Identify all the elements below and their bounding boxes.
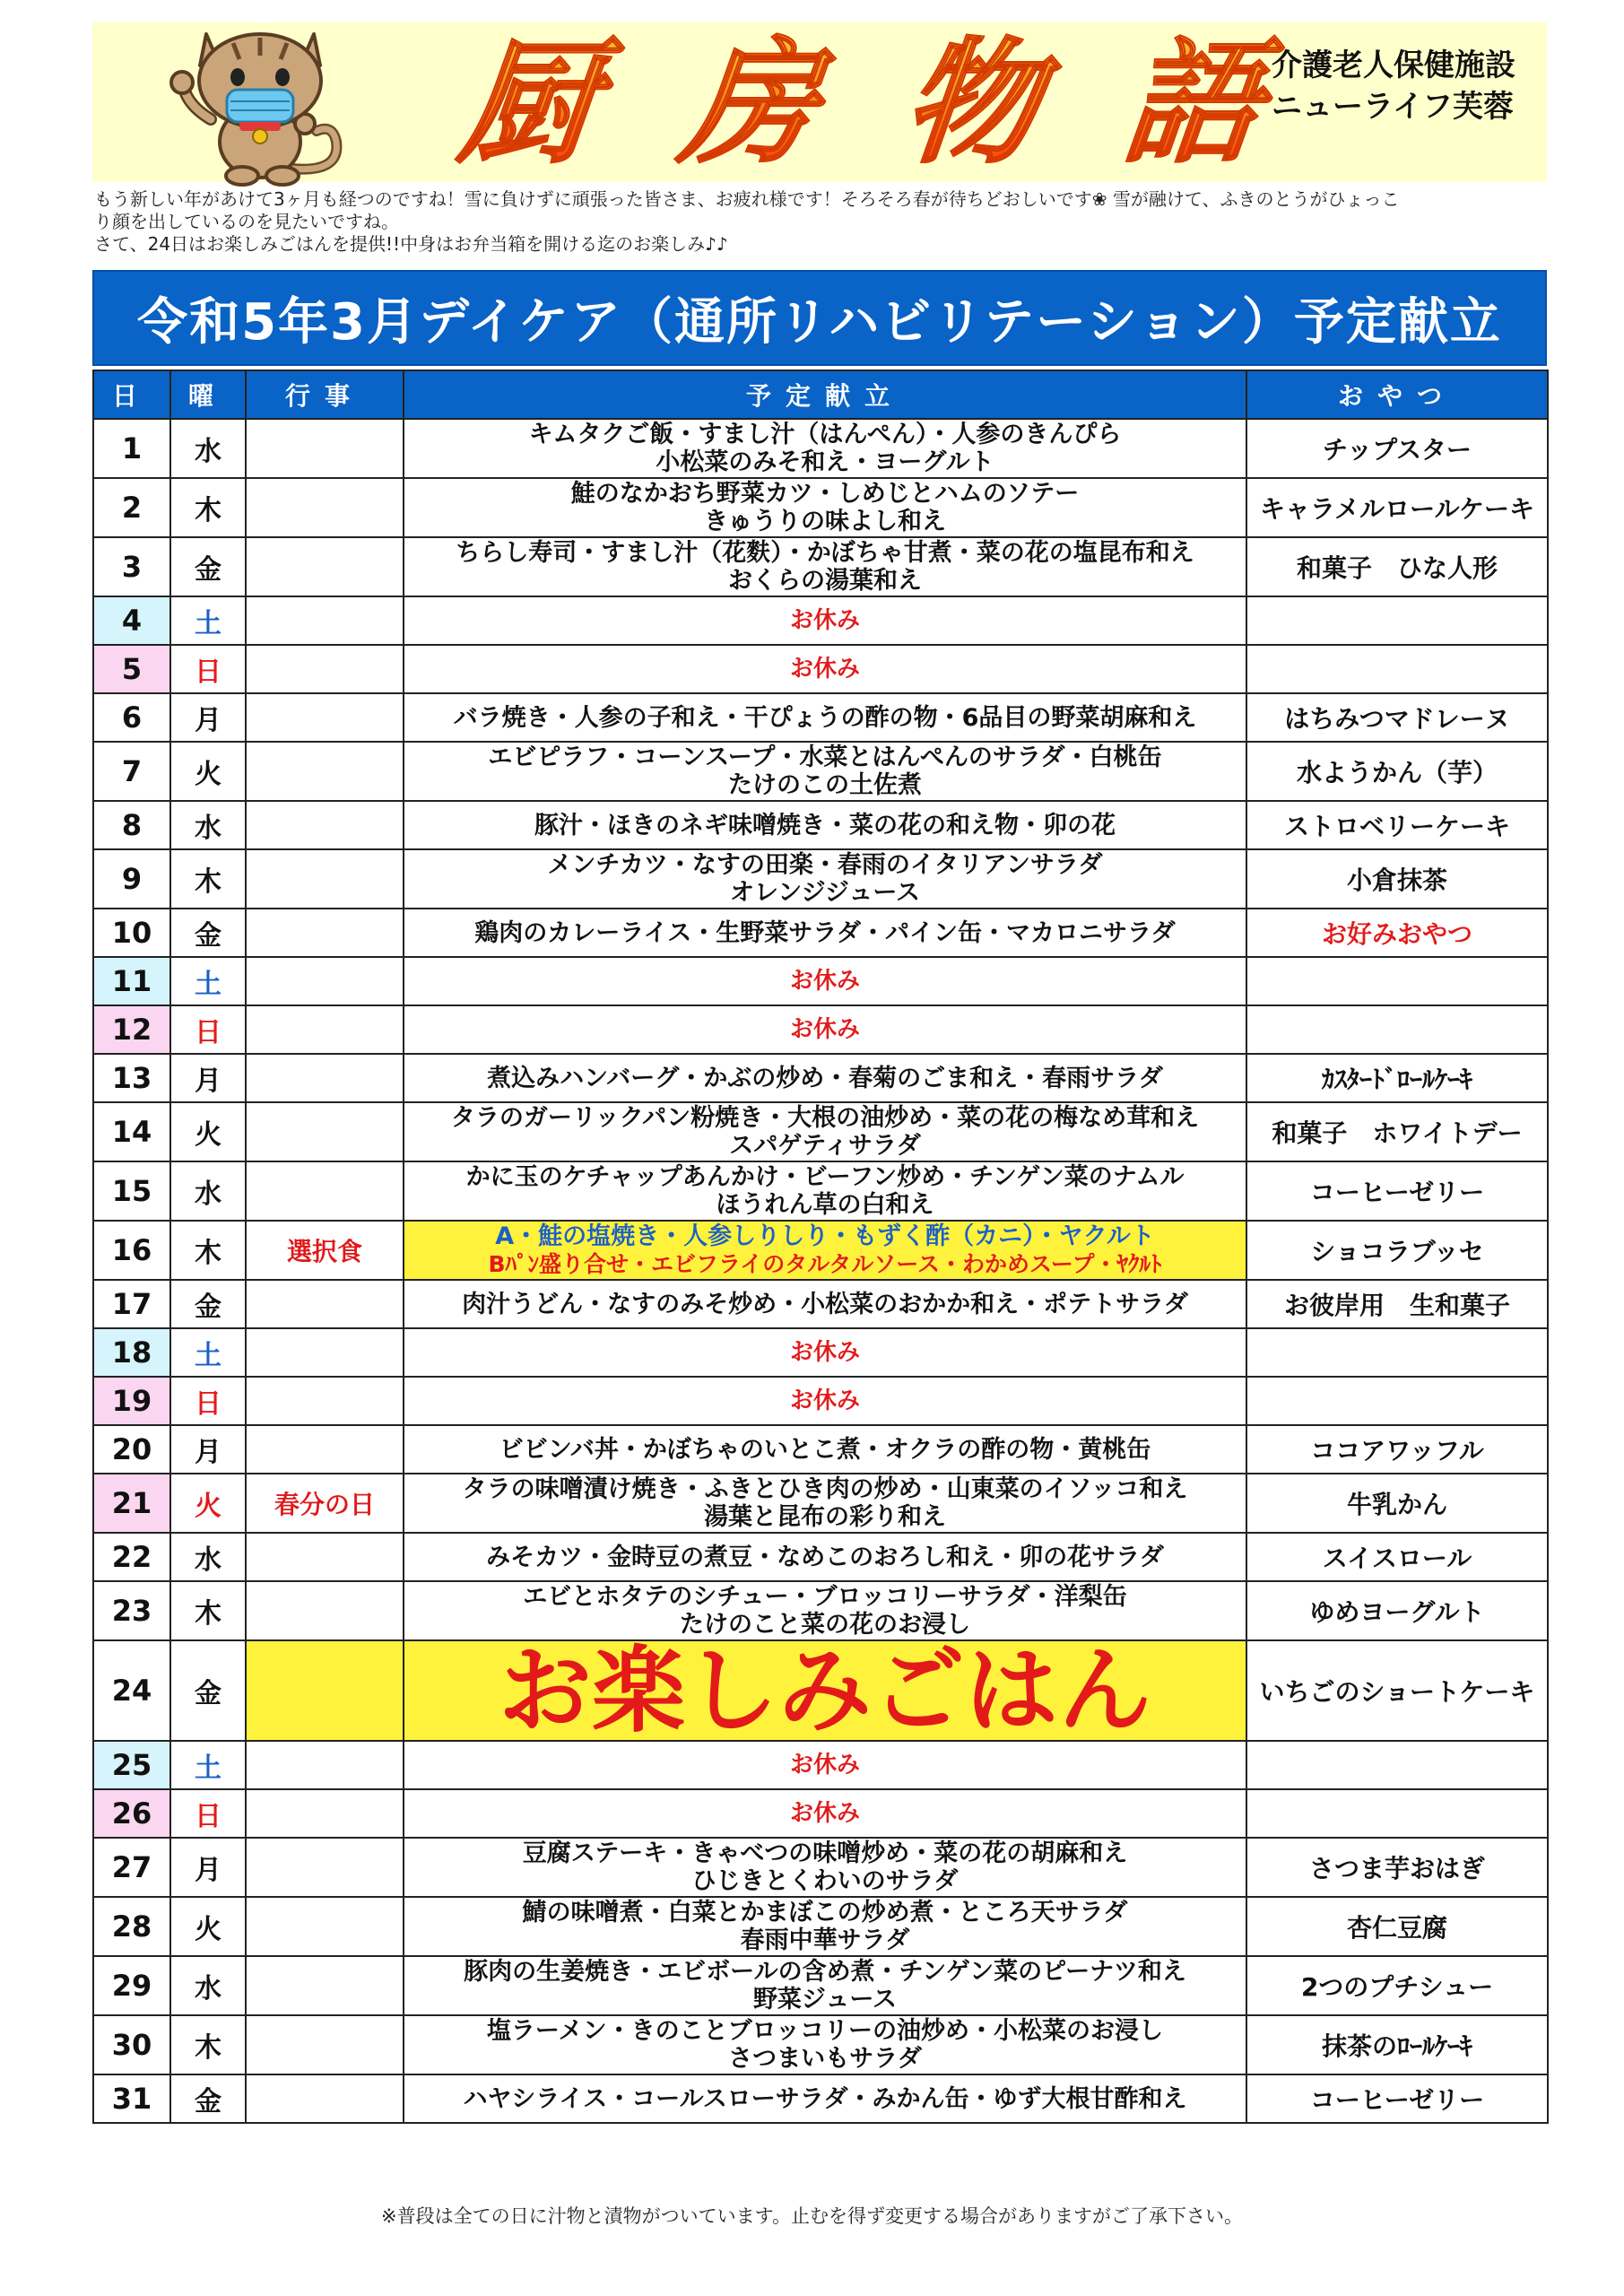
menu-cell [404, 1640, 1246, 1741]
menu-cell [404, 1161, 1246, 1221]
menu-line-1: 鯖の味噌煮・白菜とかまぼこの炒め煮・ところ天サラダ [522, 1899, 1128, 1926]
day-cell: 12 [93, 1005, 170, 1054]
day-cell: 27 [93, 1838, 170, 1897]
menu-line-2: ほうれん草の白和え [716, 1191, 934, 1219]
weekday-cell: 火 [170, 742, 246, 801]
menu-line-2: きゅうりの味よし和え [704, 508, 946, 535]
day-cell: 13 [93, 1054, 170, 1102]
table-row [93, 1474, 1548, 1533]
banner-title [430, 18, 1291, 188]
menu-cell [404, 419, 1246, 478]
menu-cell [404, 742, 1246, 801]
weekday-cell: 水 [170, 1956, 246, 2015]
menu-cell [404, 1377, 1246, 1425]
menu-cell [404, 1474, 1246, 1533]
table-row [93, 1280, 1548, 1328]
weekday-cell: 金 [170, 537, 246, 596]
table-row [93, 1425, 1548, 1474]
menu-line-2: たけのこと菜の花のお浸し [680, 1611, 970, 1639]
day-cell: 7 [93, 742, 170, 801]
event-cell [246, 596, 404, 645]
menu-line-2: Bﾊﾟﾝ盛り合せ・エビフライのタルタルソース・わかめスープ・ﾔｸﾙﾄ [488, 1251, 1162, 1277]
menu-cell [404, 2015, 1246, 2074]
snack-cell: 抹茶のﾛｰﾙｹｰｷ [1246, 2015, 1548, 2074]
day-cell: 3 [93, 537, 170, 596]
menu-line-2: ひじきとくわいのサラダ [691, 1867, 959, 1895]
menu-line-1: ちらし寿司・すまし汁（花麩）・かぼちゃ甘煮・菜の花の塩昆布和え [456, 539, 1194, 567]
weekday-cell: 金 [170, 1640, 246, 1741]
event-cell [246, 1005, 404, 1054]
table-row [93, 1377, 1548, 1425]
day-cell: 15 [93, 1161, 170, 1221]
menu-header-title: 令和5年3月デイケア（通所リハビリテーション）予定献立 [137, 292, 1502, 352]
day-cell: 25 [93, 1741, 170, 1789]
day-cell: 24 [93, 1640, 170, 1741]
snack-cell: キャラメルロールケーキ [1246, 478, 1548, 537]
menu-line-1: お休み [789, 1751, 860, 1779]
weekday-cell: 月 [170, 1425, 246, 1474]
weekday-cell: 木 [170, 849, 246, 909]
day-cell: 9 [93, 849, 170, 909]
menu-line-1: タラの味噌漬け焼き・ふきとひき肉の炒め・山東菜のイソッコ和え [462, 1475, 1188, 1503]
table-row [93, 1956, 1548, 2015]
event-cell [246, 1581, 404, 1640]
event-cell [246, 478, 404, 537]
weekday-cell: 木 [170, 1221, 246, 1280]
table-row [93, 742, 1548, 801]
event-cell [246, 1789, 404, 1838]
menu-line-1: バラ焼き・人参の子和え・干ぴょうの酢の物・6品目の野菜胡麻和え [453, 703, 1197, 732]
menu-cell [404, 1956, 1246, 2015]
menu-line-1: エビとホタテのシチュー・ブロッコリーサラダ・洋梨缶 [523, 1583, 1127, 1611]
day-cell: 11 [93, 957, 170, 1005]
col-day: 日 [93, 370, 170, 419]
weekday-cell: 月 [170, 1838, 246, 1897]
menu-line-1: 肉汁うどん・なすのみそ炒め・小松菜のおかか和え・ポテトサラダ [462, 1290, 1188, 1318]
snack-cell: さつま芋おはぎ [1246, 1838, 1548, 1897]
snack-cell [1246, 596, 1548, 645]
menu-table [92, 370, 1549, 2124]
menu-line-1: 鮭のなかおち野菜カツ・しめじとハムのソテー [570, 480, 1080, 508]
menu-cell [404, 645, 1246, 693]
table-row [93, 1221, 1548, 1280]
menu-line-1: メンチカツ・なすの田楽・春雨のイタリアンサラダ [547, 851, 1103, 879]
day-cell: 10 [93, 909, 170, 957]
event-cell [246, 2015, 404, 2074]
menu-line-1: 煮込みハンバーグ・かぶの炒め・春菊のごま和え・春雨サラダ [487, 1064, 1163, 1092]
snack-cell: はちみつマドレーヌ [1246, 693, 1548, 742]
table-row [93, 909, 1548, 957]
table-row [93, 801, 1548, 849]
menu-line-2: オレンジジュース [729, 879, 921, 907]
day-cell: 8 [93, 801, 170, 849]
snack-cell: スイスロール [1246, 1533, 1548, 1581]
weekday-cell: 水 [170, 801, 246, 849]
table-row [93, 1897, 1548, 1956]
cat-mascot-icon [157, 16, 363, 187]
snack-cell: ストロベリーケーキ [1246, 801, 1548, 849]
weekday-cell: 日 [170, 1377, 246, 1425]
day-cell: 21 [93, 1474, 170, 1533]
table-row [93, 1789, 1548, 1838]
event-cell [246, 1102, 404, 1161]
snack-cell: コーヒーゼリー [1246, 1161, 1548, 1221]
menu-line-1: 豚汁・ほきのネギ味噌焼き・菜の花の和え物・卯の花 [534, 811, 1116, 839]
menu-line-2: 春雨中華サラダ [740, 1926, 910, 1954]
intro-text [94, 188, 1547, 256]
menu-cell [404, 596, 1246, 645]
event-cell [246, 909, 404, 957]
menu-line-1: 鶏肉のカレーライス・生野菜サラダ・パイン缶・マカロニサラダ [474, 918, 1176, 947]
table-row [93, 1328, 1548, 1377]
day-cell: 23 [93, 1581, 170, 1640]
weekday-cell: 木 [170, 478, 246, 537]
table-row [93, 1581, 1548, 1640]
menu-line-1: 塩ラーメン・きのことブロッコリーの油炒め・小松菜のお浸し [486, 2017, 1164, 2045]
facility-name [1272, 45, 1515, 127]
event-cell [246, 537, 404, 596]
menu-cell [404, 1425, 1246, 1474]
event-cell: 春分の日 [246, 1474, 404, 1533]
event-cell [246, 1425, 404, 1474]
menu-line-2: 小松菜のみそ和え・ヨーグルト [656, 448, 994, 476]
event-cell [246, 849, 404, 909]
event-cell [246, 645, 404, 693]
day-cell: 26 [93, 1789, 170, 1838]
snack-cell: お好みおやつ [1246, 909, 1548, 957]
day-cell: 17 [93, 1280, 170, 1328]
table-row [93, 849, 1548, 909]
menu-line-1: A・鮭の塩焼き・人参しりしり・もずく酢（カニ）・ヤクルト [495, 1222, 1155, 1250]
snack-cell: 水ようかん（芋） [1246, 742, 1548, 801]
snack-cell: 和菓子 ホワイトデー [1246, 1102, 1548, 1161]
menu-cell [404, 1581, 1246, 1640]
weekday-cell: 金 [170, 1280, 246, 1328]
weekday-cell: 土 [170, 957, 246, 1005]
menu-line-1: 豚肉の生姜焼き・エビボールの含め煮・チンゲン菜のピーナツ和え [464, 1958, 1186, 1986]
snack-cell [1246, 957, 1548, 1005]
menu-line-2: 野菜ジュース [752, 1986, 898, 2013]
menu-cell [404, 849, 1246, 909]
menu-header-bar [92, 270, 1547, 366]
table-row [93, 1640, 1548, 1741]
menu-line-1: お休み [789, 967, 860, 995]
table-row [93, 1161, 1548, 1221]
day-cell: 16 [93, 1221, 170, 1280]
table-row [93, 1838, 1548, 1897]
day-cell: 19 [93, 1377, 170, 1425]
day-cell: 5 [93, 645, 170, 693]
menu-line-1: お休み [789, 606, 860, 634]
facility-line-2: ニューライフ芙蓉 [1272, 89, 1514, 125]
snack-cell: お彼岸用 生和菓子 [1246, 1280, 1548, 1328]
menu-line-1: お休み [789, 655, 860, 683]
intro-line-1: もう新しい年があけて3ヶ月も経つのですね！雪に負けずに頑張った皆さま、お疲れ様です！そろそろ春が待ちどおしいです❀ 雪が融けて、ふきのとうがひょっこ [94, 188, 1400, 210]
table-row [93, 2074, 1548, 2123]
weekday-cell: 月 [170, 693, 246, 742]
menu-cell [404, 1838, 1246, 1897]
event-cell: 選択食 [246, 1221, 404, 1280]
menu-line-1: ハヤシライス・コールスローサラダ・みかん缶・ゆず大根甘酢和え [463, 2084, 1187, 2113]
weekday-cell: 日 [170, 1789, 246, 1838]
snack-cell: コーヒーゼリー [1246, 2074, 1548, 2123]
menu-line-1: かに玉のケチャップあんかけ・ビーフン炒め・チンゲン菜のナムル [465, 1163, 1185, 1191]
table-row [93, 1005, 1548, 1054]
event-cell [246, 693, 404, 742]
menu-cell [404, 537, 1246, 596]
banner-title-char: 物 [864, 22, 1079, 184]
table-row [93, 1533, 1548, 1581]
day-cell: 30 [93, 2015, 170, 2074]
menu-cell [404, 957, 1246, 1005]
weekday-cell: 土 [170, 1741, 246, 1789]
col-snack: おやつ [1246, 370, 1548, 419]
menu-cell [404, 478, 1246, 537]
banner-title-char: 語 [1086, 22, 1300, 184]
table-row [93, 645, 1548, 693]
menu-line-1: ビビンバ丼・かぼちゃのいとこ煮・オクラの酢の物・黄桃缶 [499, 1435, 1151, 1464]
day-cell: 18 [93, 1328, 170, 1377]
event-cell [246, 1280, 404, 1328]
table-row [93, 1054, 1548, 1102]
snack-cell: 和菓子 ひな人形 [1246, 537, 1548, 596]
weekday-cell: 火 [170, 1897, 246, 1956]
menu-line-2: おくらの湯葉和え [728, 567, 922, 595]
menu-cell [404, 693, 1246, 742]
menu-line-1: お休み [789, 1387, 860, 1414]
event-cell [246, 1328, 404, 1377]
weekday-cell: 水 [170, 1161, 246, 1221]
day-cell: 28 [93, 1897, 170, 1956]
menu-cell [404, 1054, 1246, 1102]
day-cell: 20 [93, 1425, 170, 1474]
day-cell: 22 [93, 1533, 170, 1581]
table-row [93, 2015, 1548, 2074]
snack-cell [1246, 645, 1548, 693]
event-cell [246, 1161, 404, 1221]
banner-title-char: 房 [643, 22, 857, 184]
menu-cell [404, 1328, 1246, 1377]
intro-line-3: さて、24日はお楽しみごはんを提供!!中身はお弁当箱を開ける迄のお楽しみ♪♪ [94, 233, 728, 255]
menu-line-2: たけのこの土佐煮 [728, 771, 922, 799]
snack-cell [1246, 1741, 1548, 1789]
event-cell [246, 742, 404, 801]
weekday-cell: 水 [170, 1533, 246, 1581]
snack-cell: 牛乳かん [1246, 1474, 1548, 1533]
table-row [93, 957, 1548, 1005]
table-row [93, 478, 1548, 537]
event-cell [246, 1956, 404, 2015]
event-cell [246, 1640, 404, 1741]
day-cell: 29 [93, 1956, 170, 2015]
menu-cell [404, 1533, 1246, 1581]
menu-line-2: さつまいもサラダ [728, 2045, 922, 2073]
weekday-cell: 木 [170, 1581, 246, 1640]
weekday-cell: 木 [170, 2015, 246, 2074]
snack-cell: いちごのショートケーキ [1246, 1640, 1548, 1741]
event-cell [246, 2074, 404, 2123]
weekday-cell: 月 [170, 1054, 246, 1102]
menu-cell [404, 2074, 1246, 2123]
table-row [93, 596, 1548, 645]
day-cell: 31 [93, 2074, 170, 2123]
day-cell: 1 [93, 419, 170, 478]
snack-cell [1246, 1789, 1548, 1838]
menu-line-2: スパゲティサラダ [729, 1132, 921, 1160]
day-cell: 4 [93, 596, 170, 645]
menu-line-1: 豆腐ステーキ・きゃべつの味噌炒め・菜の花の胡麻和え [522, 1839, 1128, 1867]
menu-cell [404, 1221, 1246, 1280]
snack-cell: チップスター [1246, 419, 1548, 478]
weekday-cell: 火 [170, 1474, 246, 1533]
menu-line-1: タラのガーリックパン粉焼き・大根の油炒め・菜の花の梅なめ茸和え [450, 1104, 1200, 1132]
weekday-cell: 金 [170, 2074, 246, 2123]
event-cell [246, 1838, 404, 1897]
event-cell [246, 1533, 404, 1581]
snack-cell: ショコラブッセ [1246, 1221, 1548, 1280]
event-cell [246, 1377, 404, 1425]
day-cell: 6 [93, 693, 170, 742]
table-row [93, 693, 1548, 742]
snack-cell: 小倉抹茶 [1246, 849, 1548, 909]
table-row [93, 1102, 1548, 1161]
menu-line-1: お休み [789, 1799, 860, 1827]
weekday-cell: 日 [170, 645, 246, 693]
facility-line-1: 介護老人保健施設 [1272, 48, 1515, 83]
day-cell: 2 [93, 478, 170, 537]
menu-cell [404, 1789, 1246, 1838]
menu-cell [404, 1741, 1246, 1789]
weekday-cell: 土 [170, 596, 246, 645]
event-cell [246, 1054, 404, 1102]
event-cell [246, 1741, 404, 1789]
menu-line-1: お休み [789, 1338, 860, 1366]
weekday-cell: 日 [170, 1005, 246, 1054]
event-cell [246, 801, 404, 849]
snack-cell: ｶｽﾀｰﾄﾞﾛｰﾙｹｰｷ [1246, 1054, 1548, 1102]
menu-cell [404, 1280, 1246, 1328]
menu-line-1: お楽しみごはん [498, 1640, 1151, 1741]
event-cell [246, 957, 404, 1005]
menu-line-1: キムタクご飯・すまし汁（はんぺん）・人参のきんぴら [528, 421, 1122, 448]
snack-cell [1246, 1328, 1548, 1377]
event-cell [246, 419, 404, 478]
table-row [93, 1741, 1548, 1789]
snack-cell: 杏仁豆腐 [1246, 1897, 1548, 1956]
snack-cell: ゆめヨーグルト [1246, 1581, 1548, 1640]
footnote: ※普段は全ての日に汁物と漬物がついています。止むを得ず変更する場合がありますがご了承下さい。 [381, 2205, 1243, 2227]
menu-cell [404, 801, 1246, 849]
col-event: 行事 [246, 370, 404, 419]
menu-cell [404, 909, 1246, 957]
event-cell [246, 1897, 404, 1956]
menu-cell [404, 1102, 1246, 1161]
weekday-cell: 火 [170, 1102, 246, 1161]
weekday-cell: 水 [170, 419, 246, 478]
menu-table-header [93, 370, 1548, 419]
menu-line-2: 湯葉と昆布の彩り和え [704, 1503, 946, 1531]
intro-line-2: り顔を出しているのを見たいですね。 [94, 211, 399, 232]
snack-cell [1246, 1377, 1548, 1425]
menu-cell [404, 1897, 1246, 1956]
banner-title-char: 厨 [422, 22, 637, 184]
weekday-cell: 金 [170, 909, 246, 957]
snack-cell [1246, 1005, 1548, 1054]
day-cell: 14 [93, 1102, 170, 1161]
col-menu: 予定献立 [404, 370, 1246, 419]
menu-cell [404, 1005, 1246, 1054]
col-weekday: 曜 [170, 370, 246, 419]
weekday-cell: 土 [170, 1328, 246, 1377]
menu-line-1: お休み [789, 1015, 860, 1043]
table-row [93, 537, 1548, 596]
menu-line-1: みそカツ・金時豆の煮豆・なめこのおろし和え・卯の花サラダ [486, 1543, 1164, 1571]
table-row [93, 419, 1548, 478]
snack-cell: 2つのプチシュー [1246, 1956, 1548, 2015]
menu-line-1: エビピラフ・コーンスープ・水菜とはんぺんのサラダ・白桃缶 [488, 744, 1162, 771]
snack-cell: ココアワッフル [1246, 1425, 1548, 1474]
